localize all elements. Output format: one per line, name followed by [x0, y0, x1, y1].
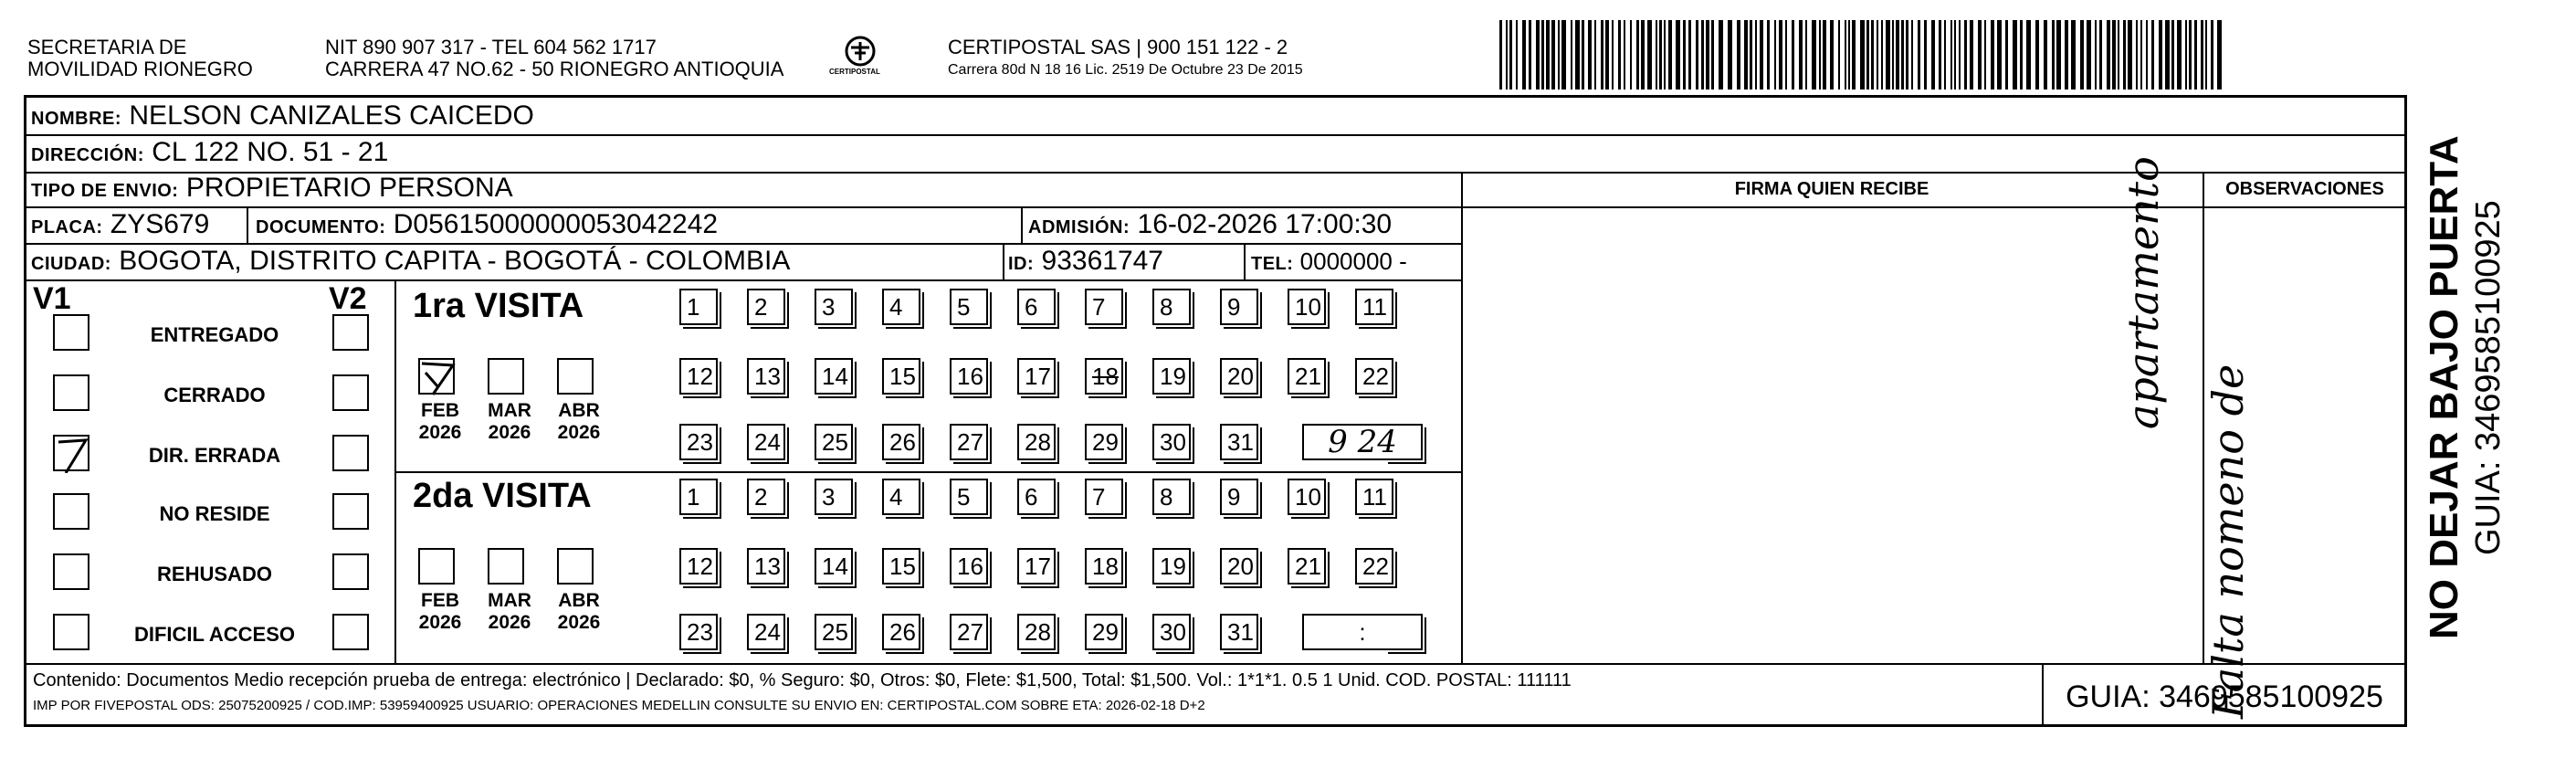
day-box[interactable]: 8: [1152, 479, 1191, 515]
courier-line1: CERTIPOSTAL SAS | 900 151 122 - 2: [948, 36, 1288, 58]
day-box[interactable]: 11: [1355, 479, 1393, 515]
barcode-icon: [1499, 20, 2226, 90]
month-year: 2026: [418, 612, 462, 633]
month-checkbox[interactable]: [557, 358, 594, 395]
side-guia: GUIA: 3469585100925: [2469, 200, 2508, 555]
day-box[interactable]: 26: [882, 424, 920, 460]
v1-checkbox[interactable]: [53, 314, 89, 351]
status-label: ENTREGADO: [150, 323, 279, 346]
day-box[interactable]: 11: [1355, 289, 1393, 325]
month-year: 2026: [557, 422, 601, 443]
send-type-row: [31, 173, 513, 206]
v1-checkbox[interactable]: [53, 553, 89, 590]
row-divider: [24, 206, 1463, 208]
day-box[interactable]: 10: [1288, 479, 1326, 515]
status-label: DIR. ERRADA: [148, 444, 281, 467]
day-box[interactable]: 19: [1152, 358, 1191, 395]
observations-header: OBSERVACIONES: [2225, 179, 2384, 199]
document-value: D05615000000053042242: [393, 209, 719, 239]
day-box[interactable]: 18: [1085, 548, 1123, 585]
city-value: BOGOTA, DISTRITO CAPITA - BOGOTÁ - COLOMBIA: [119, 246, 791, 276]
v2-checkbox[interactable]: [332, 314, 369, 351]
day-box[interactable]: 13: [747, 548, 785, 585]
day-box[interactable]: 17: [1017, 358, 1056, 395]
tel-field: [1251, 246, 1407, 279]
day-box[interactable]: 2: [747, 289, 785, 325]
plate-value: ZYS679: [110, 209, 210, 239]
month-name: MAR: [488, 400, 531, 421]
send-type-label: TIPO DE ENVIO:: [31, 181, 179, 201]
day-box[interactable]: 31: [1220, 614, 1258, 650]
day-box[interactable]: 28: [1017, 614, 1056, 650]
month-label: [413, 590, 468, 634]
col-divider: [1461, 172, 1463, 663]
city-label: CIUDAD:: [31, 254, 111, 274]
day-box[interactable]: 21: [1288, 358, 1326, 395]
v2-header: V2: [329, 281, 367, 316]
col-divider: [247, 206, 248, 243]
v2-checkbox[interactable]: [332, 614, 369, 650]
row-divider: [24, 134, 2407, 136]
imp-line: IMP POR FIVEPOSTAL ODS: 25075200925 / COD.IMP: 53959400925 USUARIO: OPERACIONES MEDELLIN CONSULTE SU ENVIO EN: CERTIPOSTAL.COM SOBRE ETA: 2026-02-18 D+2: [33, 698, 1205, 713]
org-name-line2: MOVILIDAD RIONEGRO: [27, 58, 253, 80]
month-checkbox[interactable]: [488, 358, 524, 395]
month-year: 2026: [488, 612, 531, 633]
row-divider: [24, 243, 1463, 245]
day-box[interactable]: 12: [679, 548, 718, 585]
day-box[interactable]: 18: [1085, 358, 1123, 395]
day-box[interactable]: 5: [950, 289, 988, 325]
day-box[interactable]: 16: [950, 548, 988, 585]
address-row: [31, 137, 388, 171]
logo-text: CERTIPOSTAL: [829, 68, 880, 76]
org-name-line1: SECRETARIA DE: [27, 36, 187, 58]
day-box[interactable]: 9: [1220, 479, 1258, 515]
month-label: [482, 590, 537, 634]
day-box[interactable]: 28: [1017, 424, 1056, 460]
day-box[interactable]: 14: [815, 548, 853, 585]
col-divider: [1021, 206, 1023, 243]
day-box[interactable]: 3: [815, 479, 853, 515]
day-box[interactable]: 1: [679, 479, 718, 515]
id-field: [1008, 246, 1163, 279]
day-box[interactable]: 22: [1355, 358, 1393, 395]
day-box[interactable]: 4: [882, 289, 920, 325]
tel-value: 0000000 -: [1299, 248, 1407, 275]
visit1-title: 1ra VISITA: [413, 287, 584, 325]
month-label: [552, 400, 606, 444]
day-box[interactable]: 26: [882, 614, 920, 650]
plate-label: PLACA:: [31, 217, 103, 237]
id-label: ID:: [1008, 254, 1035, 274]
address-label: DIRECCIÓN:: [31, 145, 144, 165]
day-box[interactable]: 14: [815, 358, 853, 395]
status-label: REHUSADO: [157, 563, 272, 585]
day-box[interactable]: 27: [950, 614, 988, 650]
row-divider: [24, 663, 2407, 665]
month-label: [413, 400, 468, 444]
day-box[interactable]: 25: [815, 424, 853, 460]
day-box[interactable]: 7: [1085, 289, 1123, 325]
day-box[interactable]: 12: [679, 358, 718, 395]
city-field: [31, 246, 790, 279]
courier-line2: Carrera 80d N 18 16 Lic. 2519 De Octubre 23 De 2015: [948, 62, 1303, 78]
no-dejar-warning: NO DEJAR BAJO PUERTA: [2422, 135, 2466, 639]
signature-header: FIRMA QUIEN RECIBE: [1734, 179, 1929, 199]
recipient-address: CL 122 NO. 51 - 21: [152, 137, 389, 167]
status-label: CERRADO: [163, 384, 266, 406]
day-box[interactable]: 1: [679, 289, 718, 325]
status-label: DIFICIL ACCESO: [133, 623, 295, 646]
admission-field: [1028, 209, 1392, 243]
day-box[interactable]: 20: [1220, 548, 1258, 585]
day-box[interactable]: 10: [1288, 289, 1326, 325]
col-header-divider: [1461, 206, 2407, 208]
month-label: [482, 400, 537, 444]
day-box[interactable]: 24: [747, 614, 785, 650]
col-divider: [394, 279, 396, 663]
day-box[interactable]: 23: [679, 614, 718, 650]
day-box[interactable]: 22: [1355, 548, 1393, 585]
v2-checkbox[interactable]: [332, 493, 369, 530]
day-box[interactable]: 29: [1085, 424, 1123, 460]
v2-checkbox[interactable]: [332, 553, 369, 590]
send-type: PROPIETARIO PERSONA: [185, 173, 513, 203]
v1-checkbox[interactable]: [53, 374, 89, 411]
day-box[interactable]: 24: [747, 424, 785, 460]
v1-checkbox[interactable]: [53, 435, 89, 471]
barcode: [1499, 20, 2226, 90]
month-checkbox[interactable]: [488, 548, 524, 585]
v2-checkbox[interactable]: [332, 374, 369, 411]
id-value: 93361747: [1041, 246, 1163, 276]
month-name: ABR: [558, 400, 600, 421]
month-checkbox[interactable]: [418, 358, 455, 395]
time-box[interactable]: 9 24: [1302, 424, 1423, 460]
month-name: FEB: [421, 590, 459, 611]
day-box[interactable]: 3: [815, 289, 853, 325]
day-box[interactable]: 4: [882, 479, 920, 515]
day-box[interactable]: 6: [1017, 479, 1056, 515]
day-box[interactable]: 20: [1220, 358, 1258, 395]
month-year: 2026: [557, 612, 601, 633]
day-box[interactable]: 16: [950, 358, 988, 395]
day-box[interactable]: 7: [1085, 479, 1123, 515]
day-box[interactable]: 23: [679, 424, 718, 460]
day-box[interactable]: 30: [1152, 424, 1191, 460]
footer-guia: GUIA: 3469585100925: [2066, 679, 2383, 714]
day-box[interactable]: 8: [1152, 289, 1191, 325]
v2-checkbox[interactable]: [332, 435, 369, 471]
col-divider: [1244, 243, 1246, 279]
visit2-title: 2da VISITA: [413, 477, 592, 515]
certipostal-logo: [829, 35, 888, 82]
time-box[interactable]: :: [1302, 614, 1423, 650]
status-label: NO RESIDE: [159, 502, 270, 525]
month-name: MAR: [488, 590, 531, 611]
day-box[interactable]: 13: [747, 358, 785, 395]
day-box[interactable]: 5: [950, 479, 988, 515]
day-box[interactable]: 9: [1220, 289, 1258, 325]
month-label: [552, 590, 606, 634]
check-mark-icon: [55, 437, 91, 473]
month-name: ABR: [558, 590, 600, 611]
content-line: Contenido: Documentos Medio recepción prueba de entrega: electrónico | Declarado: $0, % Seguro: $0, Otros: $0, Flete: $1,500, Total: $1,500. Vol.: 1*1*1. 0.5 1 Unid. COD. POSTAL: 111111: [33, 670, 1572, 690]
month-year: 2026: [418, 422, 462, 443]
day-box[interactable]: 2: [747, 479, 785, 515]
name-label: NOMBRE:: [31, 109, 122, 129]
recipient-name: NELSON CANIZALES CAICEDO: [129, 100, 534, 131]
day-box[interactable]: 15: [882, 358, 920, 395]
month-name: FEB: [421, 400, 459, 421]
month-checkbox[interactable]: [557, 548, 594, 585]
month-checkbox[interactable]: [418, 548, 455, 585]
day-box[interactable]: 21: [1288, 548, 1326, 585]
day-box[interactable]: 15: [882, 548, 920, 585]
v1-checkbox[interactable]: [53, 493, 89, 530]
row-divider: [24, 279, 1463, 281]
day-box[interactable]: 31: [1220, 424, 1258, 460]
tel-label: TEL:: [1251, 254, 1294, 274]
month-year: 2026: [488, 422, 531, 443]
nit-line: NIT 890 907 317 - TEL 604 562 1717: [325, 36, 657, 58]
day-box[interactable]: 6: [1017, 289, 1056, 325]
observation-handwriting-line1: Falta nomeno de: [2203, 363, 2253, 719]
address-line: CARRERA 47 NO.62 - 50 RIONEGRO ANTIOQUIA: [325, 58, 784, 80]
day-box[interactable]: 29: [1085, 614, 1123, 650]
day-box[interactable]: 30: [1152, 614, 1191, 650]
name-row: [31, 100, 534, 134]
observation-handwriting-line2: apartamento: [2119, 156, 2168, 429]
day-box[interactable]: 17: [1017, 548, 1056, 585]
document-field: [256, 209, 718, 243]
v1-header: V1: [33, 281, 71, 316]
day-box[interactable]: 25: [815, 614, 853, 650]
admission-value: 16-02-2026 17:00:30: [1137, 209, 1393, 239]
day-box[interactable]: 27: [950, 424, 988, 460]
col-divider: [1003, 243, 1004, 279]
v1-checkbox[interactable]: [53, 614, 89, 650]
document-label: DOCUMENTO:: [256, 217, 386, 237]
day-box[interactable]: 19: [1152, 548, 1191, 585]
row-divider: [394, 471, 1463, 473]
check-mark-icon: [420, 360, 457, 396]
admission-label: ADMISIÓN:: [1028, 217, 1130, 237]
plate-field: [31, 209, 209, 243]
